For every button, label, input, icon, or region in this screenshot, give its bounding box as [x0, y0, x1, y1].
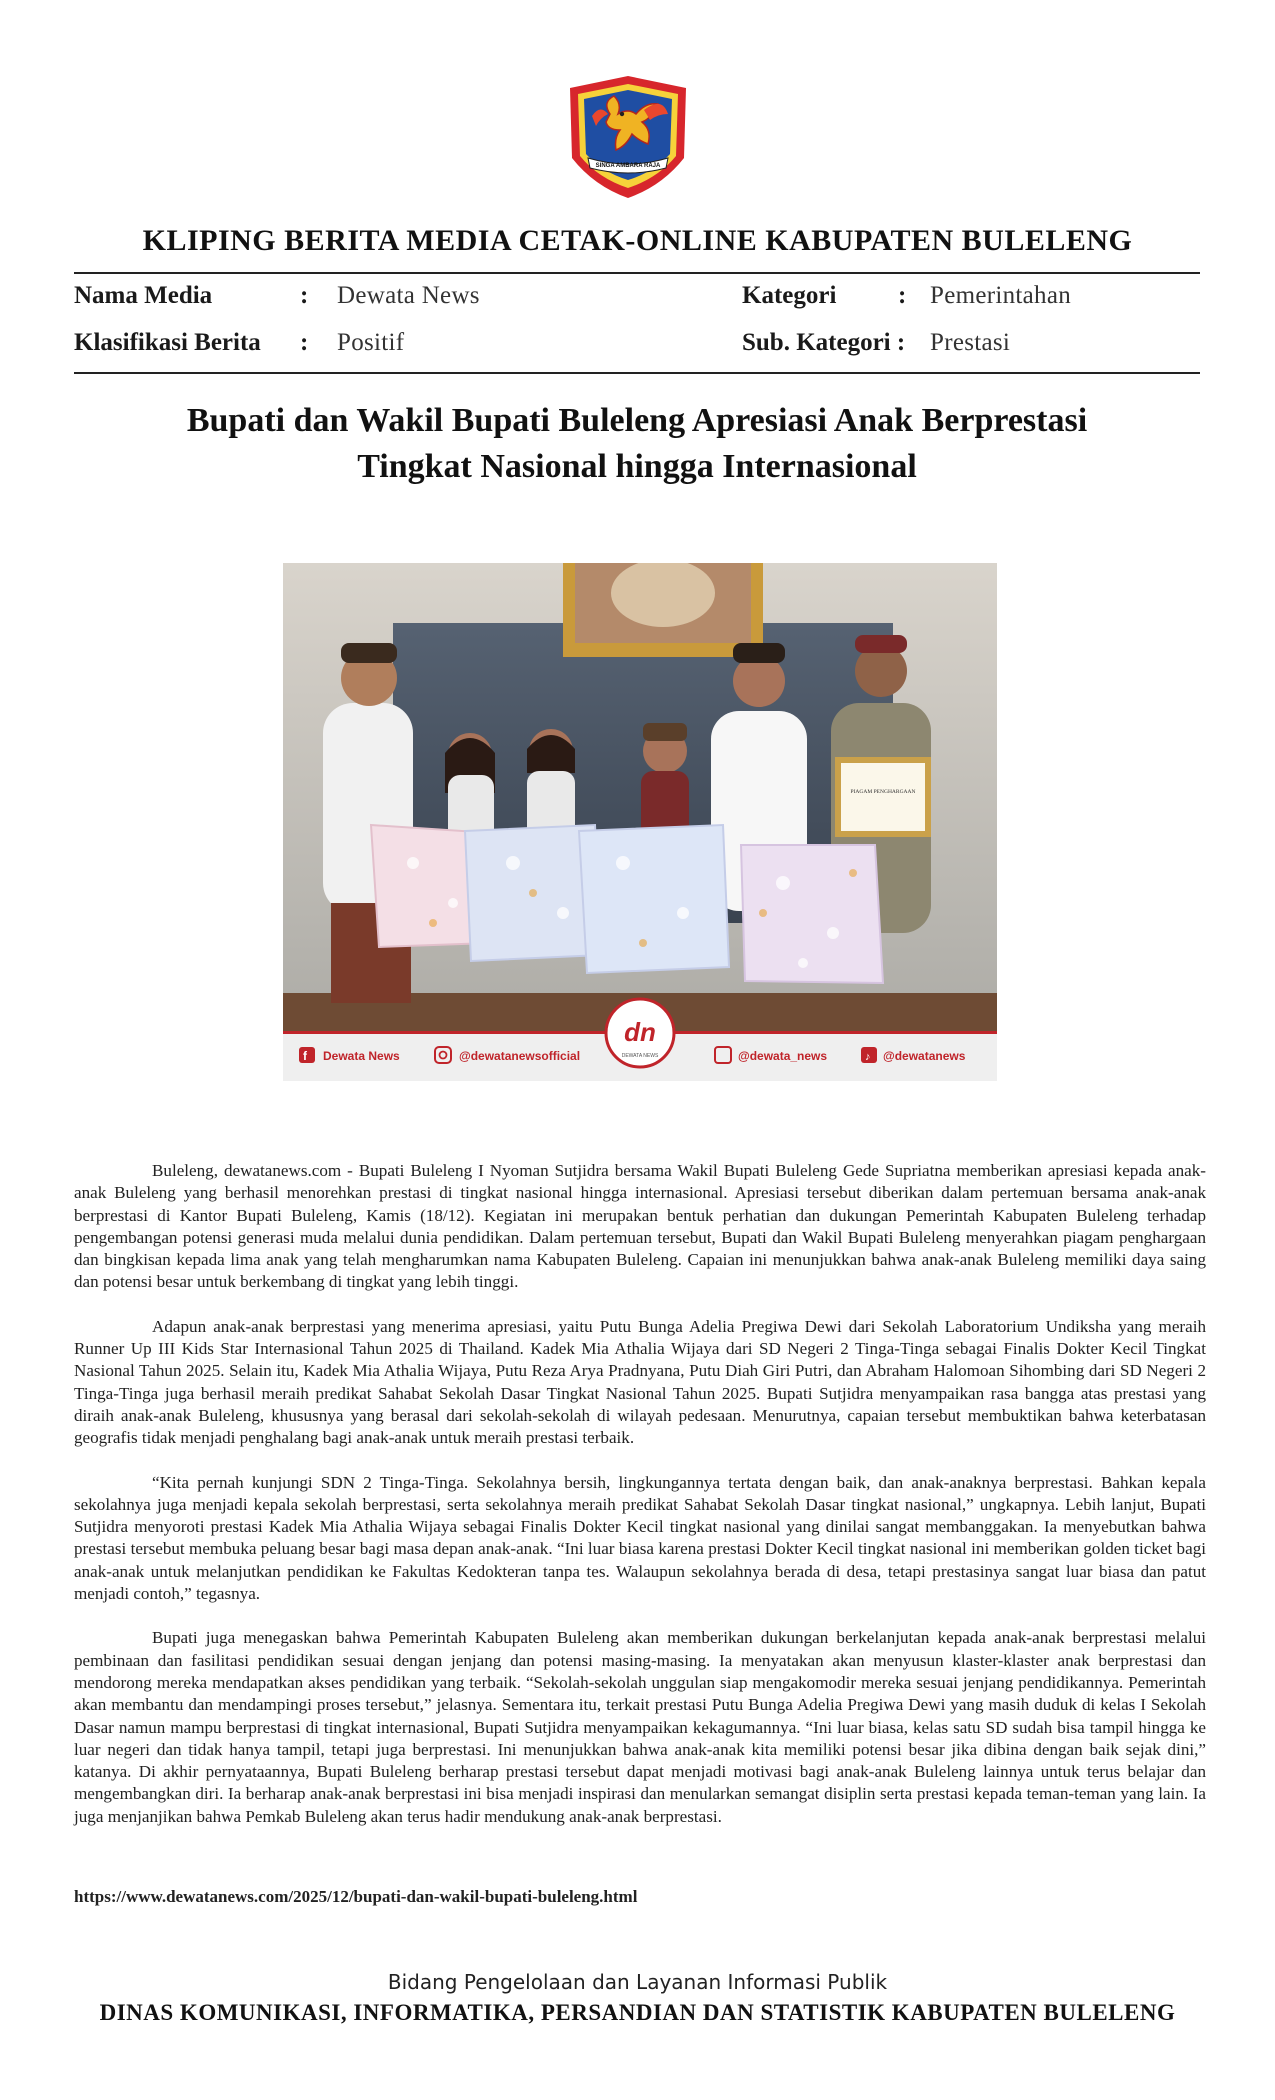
- klasifikasi-label: Klasifikasi Berita: [74, 329, 261, 356]
- photo-illustration: [283, 563, 997, 1081]
- headline-line-1: Bupati dan Wakil Bupati Buleleng Apresiasi Anak Berprestasi: [186, 402, 1088, 439]
- certificate-text: PIAGAM PENGHARGAAN: [850, 789, 916, 795]
- dewata-news-logo-caption: DEWATA NEWS: [621, 1053, 659, 1059]
- nama-media-colon: :: [300, 282, 309, 309]
- article-headline: [74, 398, 1200, 490]
- klasifikasi-colon: :: [300, 329, 309, 356]
- kategori-value: Pemerintahan: [930, 282, 1072, 309]
- sub-kategori-value: Prestasi: [930, 329, 1011, 356]
- klasifikasi-value: Positif: [337, 329, 405, 356]
- facebook-icon: [299, 1047, 315, 1063]
- header-divider-top: [74, 272, 1200, 274]
- tiktok-handle: @dewatanews: [883, 1049, 966, 1063]
- instagram-handle: @dewatanewsofficial: [459, 1049, 581, 1063]
- footer-agency: DINAS KOMUNIKASI, INFORMATIKA, PERSANDIAN DAN STATISTIK KABUPATEN BULELENG: [99, 2000, 1176, 2025]
- nama-media-value: Dewata News: [337, 282, 480, 309]
- logo-motto: SINGA AMBARA RAJA: [595, 163, 661, 169]
- sub-kategori-label: Sub. Kategori :: [742, 329, 906, 356]
- svg-text:f: f: [303, 1049, 307, 1063]
- kategori-colon: :: [898, 282, 907, 309]
- footer-division: Bidang Pengelolaan dan Layanan Informasi Publik: [387, 1970, 888, 1994]
- dewata-news-logo-text: dn: [624, 1017, 656, 1047]
- svg-text:♪: ♪: [865, 1051, 871, 1063]
- facebook-handle: Dewata News: [323, 1049, 400, 1063]
- article-body: [74, 1160, 1206, 1850]
- article-paragraph-2: Adapun anak-anak berprestasi yang menerima apresiasi, yaitu Putu Bunga Adelia Pregiwa Dewi dari Sekolah Laboratorium Undiksha yang meraih Runner Up III Kids Star Internasional Tahun 2025 di Thailand. Kadek Mia Athalia Wijaya dari SD Negeri 2 Tinga-Tinga sebagai Finalis Dokter Kecil Tingkat Nasional Tahun 2025. Selain itu, Kadek Mia Athalia Wijaya, Putu Reza Arya Pradnyana, Putu Diah Giri Putri, dan Abraham Halomoan Sihombing dari SD Negeri 2 Tinga-Tinga juga berhasil meraih predikat Sahabat Sekolah Dasar Tingkat Nasional Tahun 2025. Bupati Sutjidra menyampaikan rasa bangga atas prestasi yang diraih anak-anak Buleleng, khususnya yang berasal dari sekolah-sekolah di wilayah pedesaan. Menurutnya, capaian tersebut membuktikan bahwa keterbatasan geografis tidak menjadi penghalang bagi anak-anak untuk meraih prestasi terbaik.: [74, 1316, 1206, 1448]
- document-title: KLIPING BERITA MEDIA CETAK-ONLINE KABUPATEN BULELENG: [142, 224, 1133, 257]
- kategori-label: Kategori: [742, 282, 837, 309]
- twitter-handle: @dewata_news: [738, 1049, 828, 1063]
- article-paragraph-4: Bupati juga menegaskan bahwa Pemerintah Kabupaten Buleleng akan memberikan dukungan berkelanjutan kepada anak-anak berprestasi melalui pembinaan dan fasilitasi pendidikan sesuai dengan jenjang dan potensi masing-masing. Ia menyatakan akan menyusun klaster-klaster anak berprestasi dan mendorong mereka mendapatkan akses pendidikan yang terbaik. “Sekolah-sekolah unggulan siap mengakomodir mereka sesuai jenjang pendidikannya. Pemerintah akan membantu dan mendampingi proses tersebut,” jelasnya. Sementara itu, terkait prestasi Putu Bunga Adelia Pregiwa Dewi yang masih duduk di kelas I Sekolah Dasar namun mampu berprestasi di tingkat internasional, Bupati Sutjidra menyampaikan kekagumannya. “Ini luar biasa, kelas satu SD sudah bisa tampil hingga ke luar negeri dan tidak hanya tampil, tetapi juga berprestasi. Ini menunjukkan bahwa anak-anak kita memiliki potensi besar jika dibina dengan baik sejak dini,” katanya. Di akhir pernyataannya, Bupati Buleleng berharap prestasi tersebut dapat menjadi motivasi bagi anak-anak Buleleng lainnya untuk terus belajar dan mengembangkan diri. Ia berharap anak-anak berprestasi ini bisa menjadi inspirasi dan menularkan semangat disiplin serta prestasi kepada teman-teman yang lain. Ia juga menjanjikan bahwa Pemkab Buleleng akan terus hadir mendukung anak-anak berprestasi.: [74, 1628, 1206, 1826]
- headline-line-2: Tingkat Nasional hingga Internasional: [357, 448, 917, 485]
- article-photo: [283, 563, 997, 1081]
- source-url-link[interactable]: https://www.dewatanews.com/2025/12/bupati-dan-wakil-bupati-buleleng.html: [74, 1887, 638, 1906]
- article-paragraph-1: Buleleng, dewatanews.com - Bupati Buleleng I Nyoman Sutjidra bersama Wakil Bupati Buleleng Gede Supriatna memberikan apresiasi kepada anak-anak Buleleng yang berhasil menorehkan prestasi di tingkat nasional hingga internasional. Apresiasi tersebut diberikan dalam pertemuan bersama anak-anak berprestasi di Kantor Bupati Buleleng, Kamis (18/12). Kegiatan ini merupakan bentuk perhatian dan dukungan Pemerintah Kabupaten Buleleng terhadap pengembangan potensi generasi muda melalui dunia pendidikan. Dalam pertemuan tersebut, Bupati dan Wakil Bupati Buleleng menyerahkan piagam penghargaan dan bingkisan kepada lima anak yang telah mengharumkan nama Kabupaten Buleleng. Capaian ini menunjukkan bahwa anak-anak Buleleng memiliki daya saing dan potensi besar untuk berkembang di tingkat yang lebih tinggi.: [74, 1161, 1206, 1292]
- buleleng-crest-logo: [562, 74, 694, 202]
- nama-media-label: Nama Media: [74, 282, 213, 309]
- header-divider-bottom: [74, 372, 1200, 374]
- article-paragraph-3: “Kita pernah kunjungi SDN 2 Tinga-Tinga. Sekolahnya bersih, lingkungannya tertata dengan baik, dan anak-anaknya berprestasi. Bahkan kepala sekolahnya juga menjadi kepala sekolah berprestasi, serta sekolahnya meraih predikat Sahabat Sekolah Dasar tingkat nasional,” ungkapnya. Lebih lanjut, Bupati Sutjidra menyoroti prestasi Kadek Mia Athalia Wijaya sebagai Finalis Dokter Kecil tingkat nasional yang dinilai sangat membanggakan. Ia menyebutkan bahwa prestasi tersebut membuka peluang besar bagi masa depan anak-anak. “Ini luar biasa karena prestasi Dokter Kecil tingkat nasional ini memberikan golden ticket bagi anak-anak untuk melanjutkan pendidikan ke Fakultas Kedokteran tanpa tes. Walaupun sekolahnya berada di desa, tetapi prestasinya sangat luar biasa dan patut menjadi contoh,” tegasnya.: [74, 1472, 1206, 1604]
